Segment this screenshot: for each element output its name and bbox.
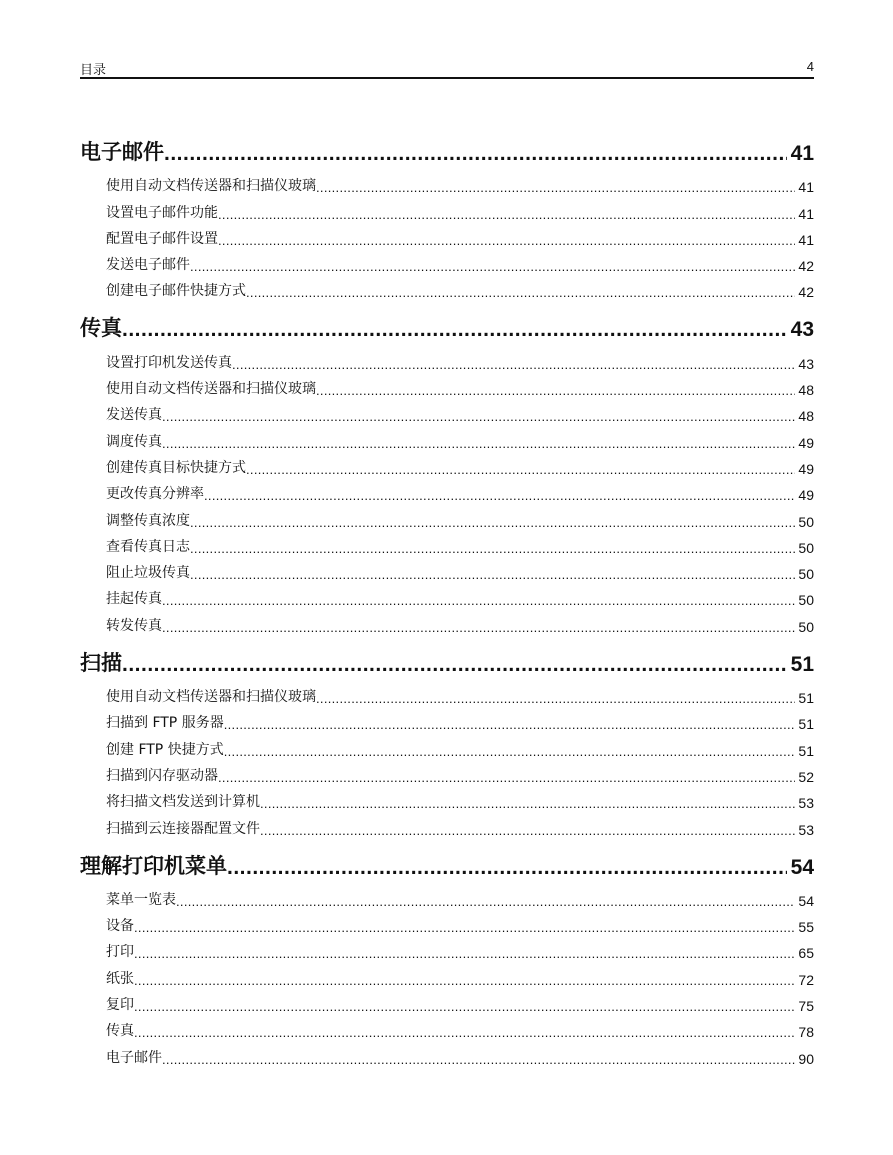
toc-entry-title: 传真 [106, 1023, 134, 1040]
toc-entry-title: 创建 FTP 快捷方式 [106, 741, 224, 758]
toc-entry-link[interactable] [80, 935, 814, 961]
toc-leader-dots [316, 180, 795, 195]
toc-entry-page: 53 [798, 795, 814, 812]
toc-leader-dots [176, 894, 795, 909]
toc-entry-title: 挂起传真 [106, 591, 162, 608]
toc-entry-page: 42 [798, 284, 814, 301]
toc-entry-link[interactable] [80, 345, 814, 371]
toc-entry-page: 52 [798, 768, 814, 785]
toc-entry-link[interactable] [80, 169, 814, 195]
toc-leader-dots [316, 691, 795, 706]
toc-leader-dots [162, 1052, 795, 1067]
toc-entry-page: 49 [798, 487, 814, 504]
toc-entry-page: 41 [798, 205, 814, 222]
toc-chapter-page: 51 [790, 652, 814, 676]
toc-entry-link[interactable] [80, 909, 814, 935]
toc-entry-page: 41 [798, 179, 814, 196]
toc-chapter-link[interactable] [80, 850, 814, 880]
toc-entry-page: 48 [798, 382, 814, 399]
toc-entry-page: 49 [798, 460, 814, 477]
toc-leader-dots [218, 770, 795, 785]
toc-entry-link[interactable] [80, 608, 814, 634]
toc-leader-dots [190, 567, 795, 582]
toc-entry-link[interactable] [80, 248, 814, 274]
toc-entry-title: 扫描到 FTP 服务器 [106, 715, 224, 732]
toc-entry-page: 43 [798, 355, 814, 372]
toc-entry-title: 调整传真浓度 [106, 512, 190, 529]
toc-entry-page: 55 [798, 919, 814, 936]
toc-leader-dots [162, 620, 795, 635]
toc-entry-link[interactable] [80, 1040, 814, 1066]
toc-leader-dots [204, 488, 795, 503]
toc-entry-link[interactable] [80, 451, 814, 477]
toc-entry-link[interactable] [80, 372, 814, 398]
toc-entry-title: 复印 [106, 997, 134, 1014]
toc-entry-title: 发送传真 [106, 407, 162, 424]
toc-entry-page: 48 [798, 408, 814, 425]
toc-entry-page: 51 [798, 690, 814, 707]
toc-entry-page: 78 [798, 1024, 814, 1041]
toc-entry-link[interactable] [80, 398, 814, 424]
toc-entry-link[interactable] [80, 556, 814, 582]
toc-leader-dots [162, 436, 795, 451]
toc-entry-page: 65 [798, 945, 814, 962]
toc-entry-page: 53 [798, 821, 814, 838]
toc-leader-dots [134, 999, 795, 1014]
toc-entry-link[interactable] [80, 988, 814, 1014]
toc-entry-title: 发送电子邮件 [106, 257, 190, 274]
toc-entry-title: 创建电子邮件快捷方式 [106, 283, 246, 300]
toc-entry-page: 90 [798, 1050, 814, 1067]
toc-leader-dots [218, 233, 795, 248]
toc-entry-title: 配置电子邮件设置 [106, 230, 218, 247]
toc-entry-title: 设备 [106, 918, 134, 935]
toc-leader-dots [134, 946, 795, 961]
toc-section [80, 850, 814, 1067]
toc-leader-dots [164, 142, 787, 166]
toc-leader-dots [190, 515, 795, 530]
toc-entry-title: 转发传真 [106, 617, 162, 634]
toc-chapter-title: 电子邮件 [80, 140, 164, 164]
toc-entry-title: 查看传真日志 [106, 538, 190, 555]
header-title: 目录 [80, 63, 107, 78]
toc-entry-page: 42 [798, 258, 814, 275]
toc-entry-title: 将扫描文档发送到计算机 [106, 794, 260, 811]
toc-leader-dots [134, 1025, 795, 1040]
toc-entry-link[interactable] [80, 759, 814, 785]
toc-entry-link[interactable] [80, 680, 814, 706]
toc-chapter-link[interactable] [80, 312, 814, 342]
toc-entry-link[interactable] [80, 222, 814, 248]
toc-entry-page: 50 [798, 592, 814, 609]
toc-entry-page: 50 [798, 618, 814, 635]
toc-leader-dots [232, 357, 795, 372]
toc-leader-dots [162, 593, 795, 608]
toc-leader-dots [260, 823, 795, 838]
toc-chapter-title: 扫描 [80, 650, 122, 675]
toc-entry-link[interactable] [80, 503, 814, 529]
toc-chapter-page: 43 [790, 318, 814, 342]
toc-entry-page: 49 [798, 434, 814, 451]
toc-leader-dots [162, 409, 795, 424]
toc-entry-page: 50 [798, 566, 814, 583]
toc-chapter-title: 传真 [80, 316, 122, 341]
toc-entry-title: 扫描到云连接器配置文件 [106, 820, 260, 837]
toc-entry-link[interactable] [80, 785, 814, 811]
toc-section [80, 136, 814, 300]
toc-leader-dots [190, 259, 795, 274]
toc-entry-title: 使用自动文档传送器和扫描仪玻璃 [106, 381, 316, 398]
toc-entry-link[interactable] [80, 530, 814, 556]
toc-leader-dots [134, 973, 795, 988]
toc-leader-dots [134, 920, 795, 935]
toc-entry-link[interactable] [80, 706, 814, 732]
toc-entry-page: 75 [798, 998, 814, 1015]
table-of-contents [80, 136, 814, 1079]
toc-chapter-link[interactable] [80, 647, 814, 677]
toc-entry-title: 打印 [106, 944, 134, 961]
toc-entry-page: 54 [798, 892, 814, 909]
toc-entry-link[interactable] [80, 732, 814, 758]
toc-entry-title: 使用自动文档传送器和扫描仪玻璃 [106, 689, 316, 706]
toc-entry-title: 调度传真 [106, 433, 162, 450]
toc-entry-title: 纸张 [106, 970, 134, 987]
toc-entry-link[interactable] [80, 477, 814, 503]
toc-entry-page: 51 [798, 716, 814, 733]
toc-entry-page: 51 [798, 742, 814, 759]
toc-entry-page: 72 [798, 971, 814, 988]
toc-leader-dots [218, 207, 795, 222]
toc-section [80, 647, 814, 838]
toc-leader-dots [224, 744, 796, 759]
toc-chapter-page: 41 [790, 142, 814, 165]
toc-entry-title: 使用自动文档传送器和扫描仪玻璃 [106, 178, 316, 195]
page-header [80, 58, 814, 79]
toc-entry-link[interactable] [80, 961, 814, 987]
toc-entry-title: 阻止垃圾传真 [106, 565, 190, 582]
toc-leader-dots [190, 541, 795, 556]
toc-entry-link[interactable] [80, 811, 814, 837]
toc-leader-dots [224, 717, 796, 732]
toc-leader-dots [122, 318, 787, 342]
toc-entry-link[interactable] [80, 1014, 814, 1040]
toc-entry-title: 设置打印机发送传真 [106, 354, 232, 371]
toc-leader-dots [316, 383, 795, 398]
toc-entry-title: 电子邮件 [106, 1049, 162, 1066]
toc-entry-page: 41 [798, 231, 814, 248]
toc-entry-link[interactable] [80, 582, 814, 608]
toc-entry-title: 创建传真目标快捷方式 [106, 459, 246, 476]
toc-leader-dots [246, 285, 795, 300]
toc-entry-page: 50 [798, 539, 814, 556]
toc-leader-dots [246, 462, 795, 477]
toc-leader-dots [260, 796, 795, 811]
toc-entry-link[interactable] [80, 195, 814, 221]
toc-entry-title: 设置电子邮件功能 [106, 204, 218, 221]
toc-entry-link[interactable] [80, 424, 814, 450]
toc-chapter-title: 理解打印机菜单 [80, 853, 227, 878]
toc-entry-link[interactable] [80, 274, 814, 300]
toc-entry-title: 菜单一览表 [106, 891, 176, 908]
toc-chapter-link[interactable] [80, 136, 814, 166]
toc-leader-dots [122, 653, 787, 677]
toc-section [80, 312, 814, 634]
toc-leader-dots [227, 856, 787, 880]
toc-entry-page: 50 [798, 513, 814, 530]
toc-entry-link[interactable] [80, 883, 814, 909]
header-page-number: 4 [806, 59, 814, 74]
toc-chapter-page: 54 [790, 855, 814, 879]
toc-entry-title: 更改传真分辨率 [106, 486, 204, 503]
toc-entry-title: 扫描到闪存驱动器 [106, 767, 218, 784]
